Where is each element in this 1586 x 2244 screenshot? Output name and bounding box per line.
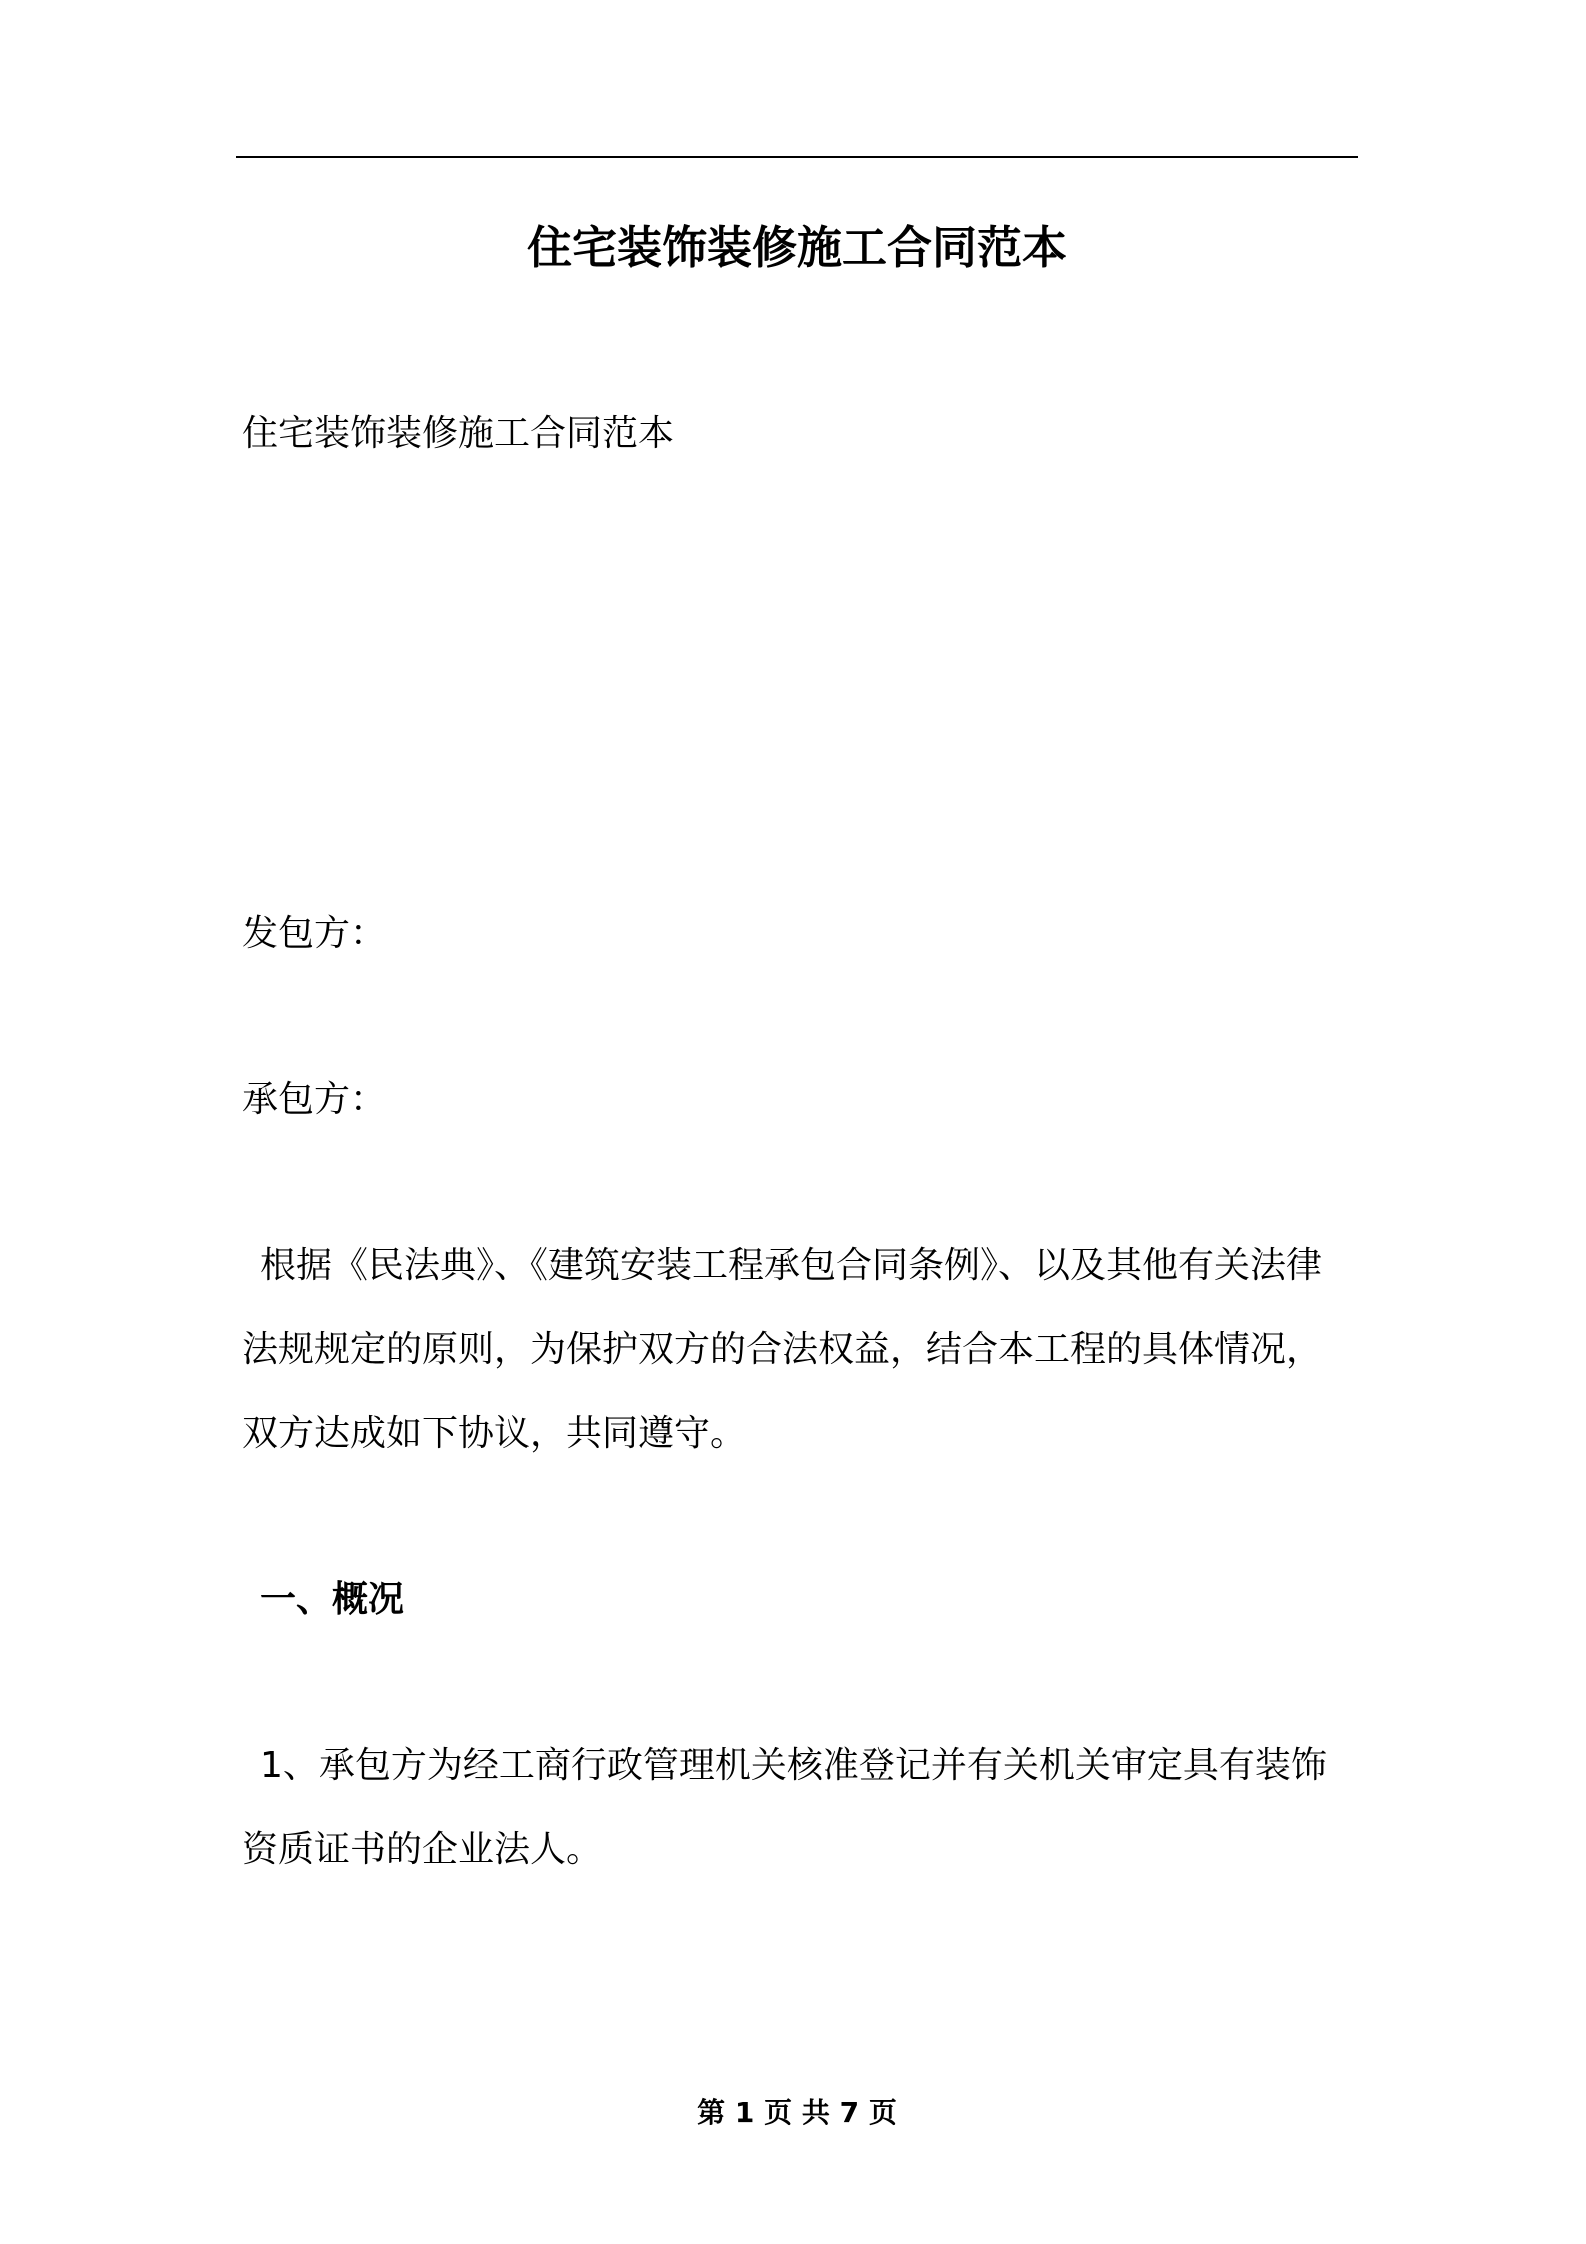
clause-line: 1、承包方为经工商行政管理机关核准登记并有关机关审定具有装饰: [260, 1745, 1327, 1786]
preamble-line: 双方达成如下协议，共同遵守。: [242, 1413, 747, 1454]
preamble-line: 法规规定的原则，为保护双方的合法权益，结合本工程的具体情况，: [242, 1329, 1323, 1370]
header-rule: [236, 156, 1358, 158]
party-b-label: 承包方：: [242, 1079, 387, 1120]
preamble-paragraph: [242, 1224, 1358, 1476]
document-subtitle: 住宅装饰装修施工合同范本: [242, 413, 675, 454]
preamble-line: 根据《民法典》、《建筑安装工程承包合同条例》、以及其他有关法律: [260, 1245, 1323, 1286]
page-number-footer: 第 1 页 共 7 页: [697, 2096, 897, 2129]
section-heading: 一、概况: [260, 1579, 405, 1620]
document-title: 住宅装饰装修施工合同范本: [526, 221, 1067, 274]
party-a-label: 发包方：: [242, 913, 387, 954]
clause-1-paragraph: [242, 1724, 1358, 1892]
clause-line: 资质证书的企业法人。: [242, 1829, 603, 1870]
